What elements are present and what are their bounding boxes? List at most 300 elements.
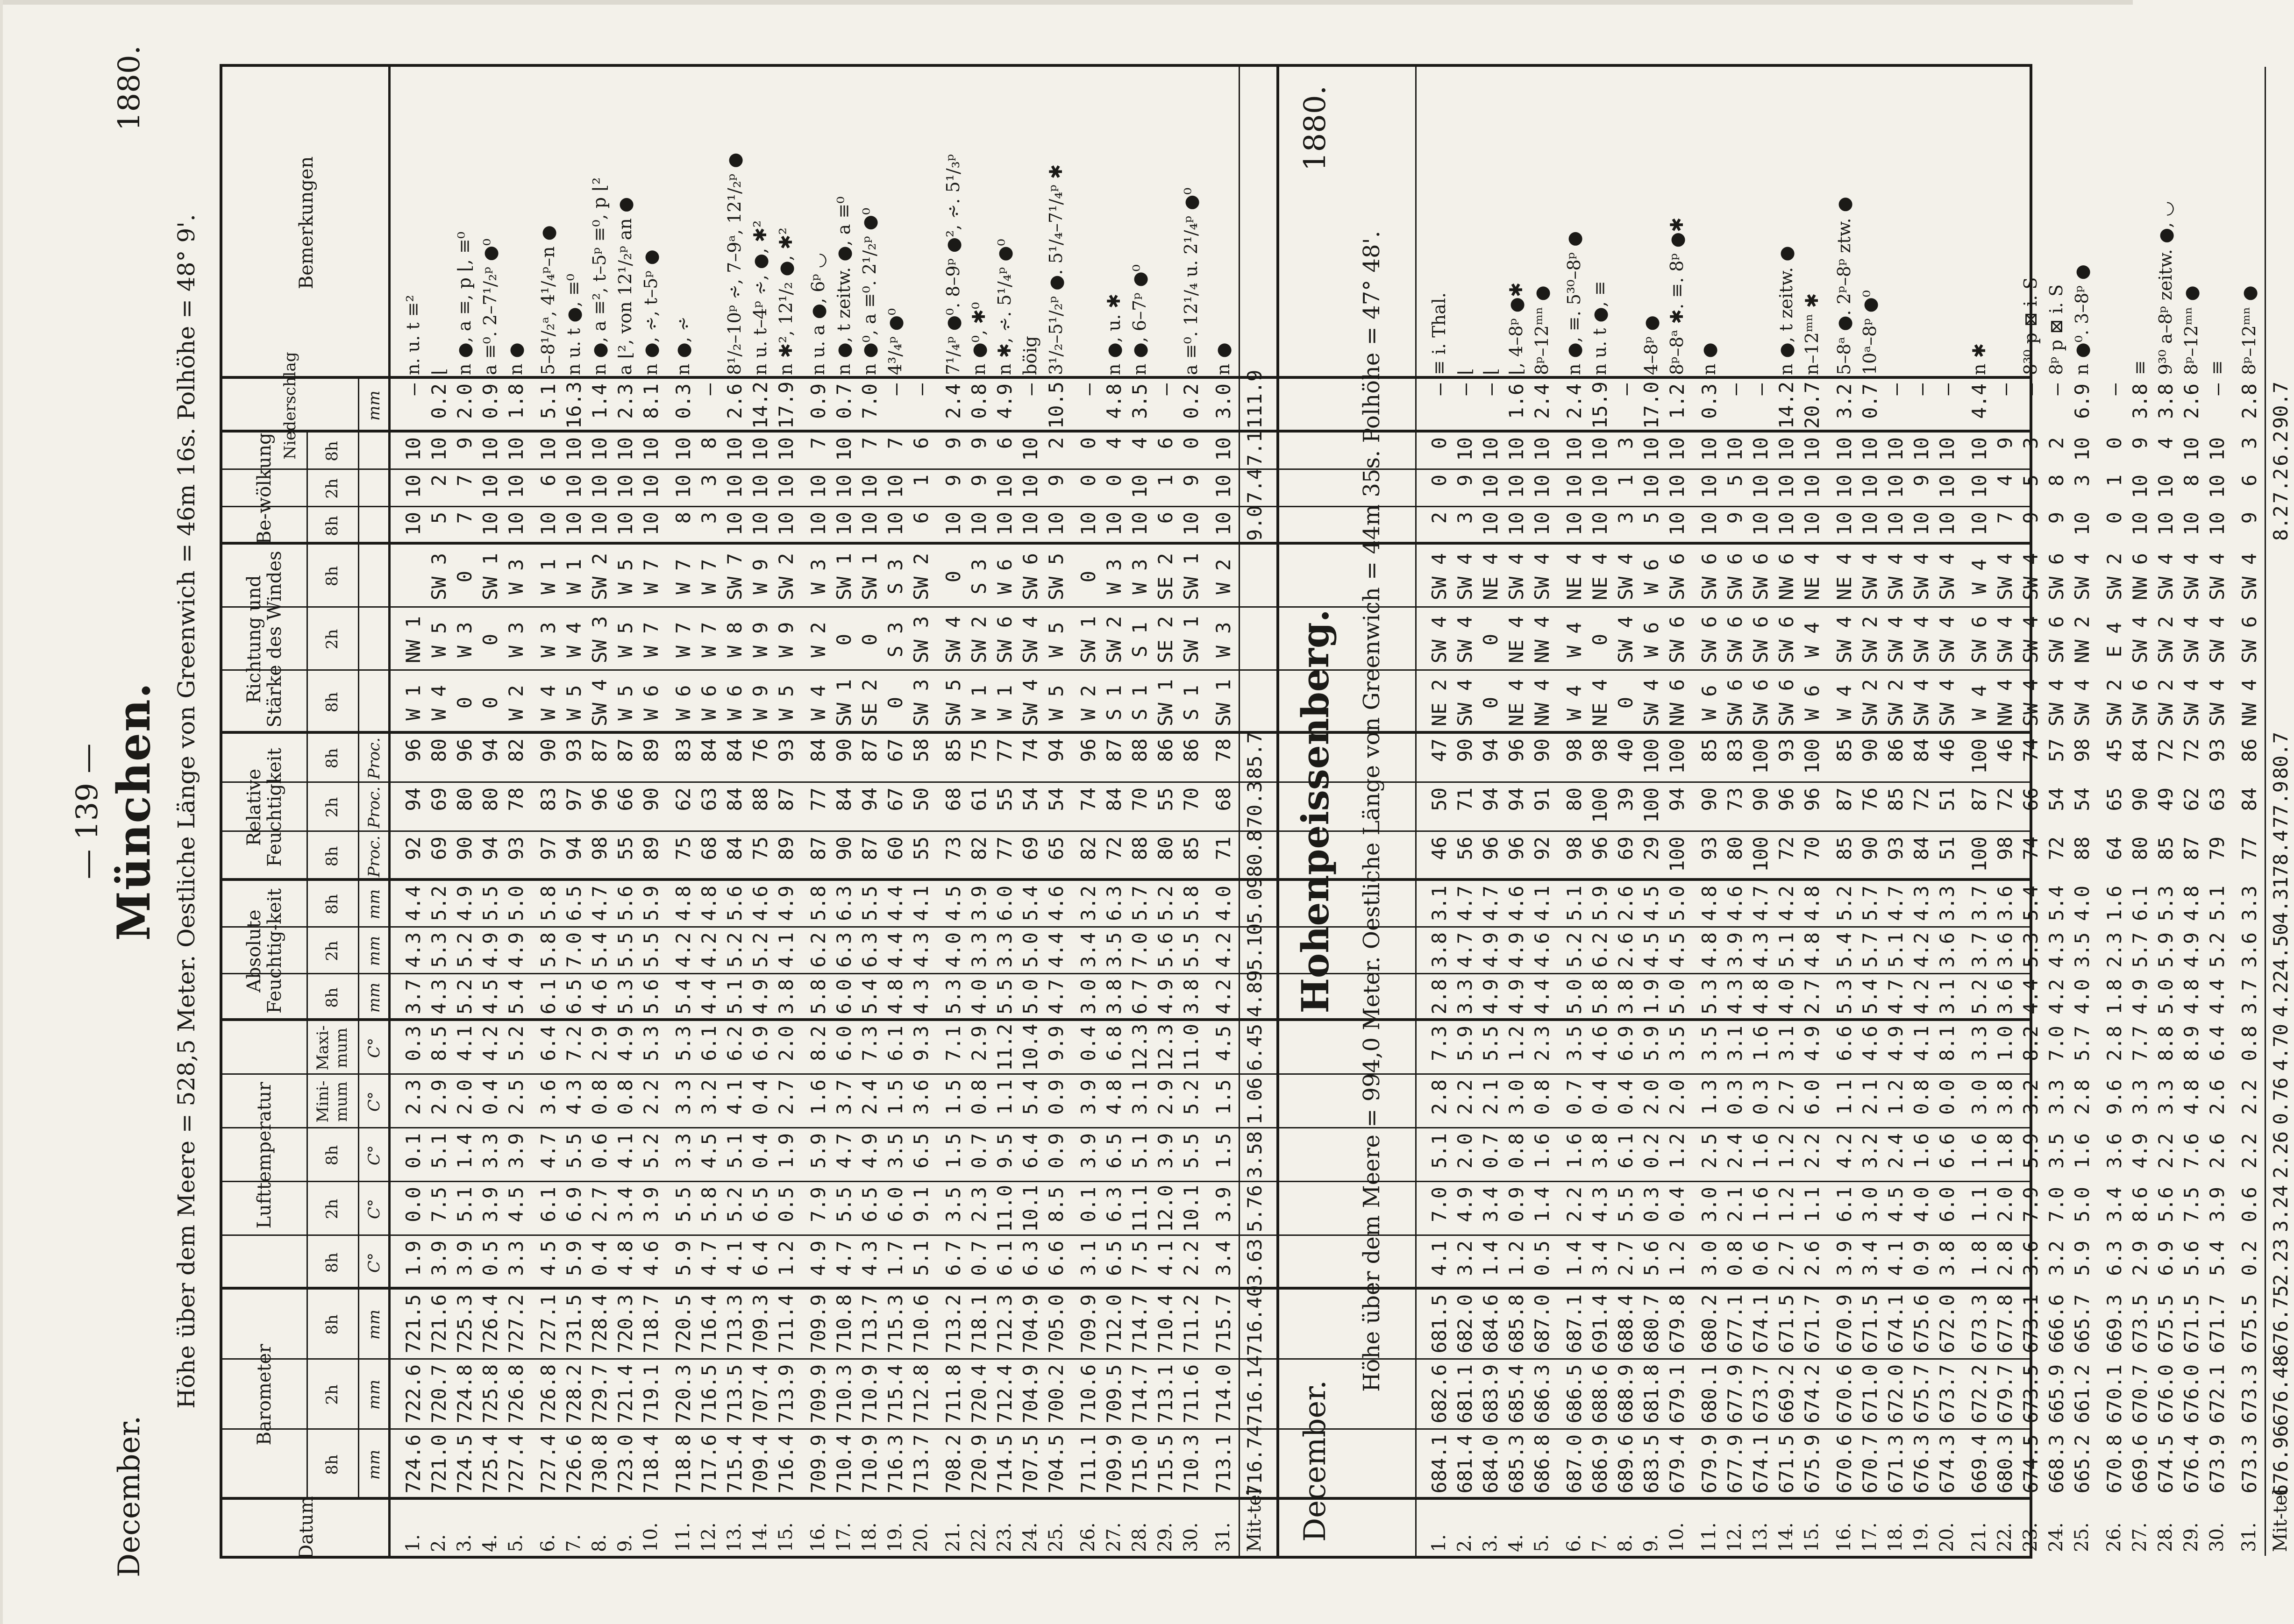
cell-n: 90.7 xyxy=(2269,381,2292,429)
cell-n: — xyxy=(1428,383,1451,396)
cell-r2: 100 xyxy=(1749,738,1772,774)
cell-n: 3.8 xyxy=(2129,383,2152,419)
cell-c0: 5 xyxy=(1640,512,1663,524)
cell-r1: 84 xyxy=(833,787,855,811)
cell-r0: 75 xyxy=(672,837,695,860)
cell-t4: 2.9 xyxy=(588,1026,611,1061)
table-row xyxy=(908,67,934,1556)
column-rule xyxy=(222,1234,2030,1236)
cell-r2: 96 xyxy=(1077,738,1100,762)
cell-w2: NE 4 xyxy=(1833,553,1856,601)
cell-a0: 5.5 xyxy=(993,979,1016,1014)
cell-w1: 0 xyxy=(833,633,855,646)
cell-t4: 9.9 xyxy=(1045,1026,1068,1061)
header-barometer: Barometer xyxy=(254,1344,275,1446)
cell-t1: 3.9 xyxy=(2206,1187,2229,1222)
cell-b2: 728.4 xyxy=(588,1294,611,1354)
cell-w0: NW 6 xyxy=(1666,679,1688,727)
cell-t3: 2.0 xyxy=(1666,1079,1688,1115)
cell-t4: 7.1 xyxy=(942,1026,965,1061)
cell-a0: 3.8 xyxy=(1614,979,1637,1014)
cell-t4: 4.9 xyxy=(1801,1026,1824,1061)
cell-r1: 63 xyxy=(2206,787,2229,811)
cell-t1: 3.4 xyxy=(2103,1187,2126,1222)
cell-w1: S 1 xyxy=(1128,622,1151,658)
cell-t0: 3.63 xyxy=(1243,1238,1266,1286)
cell-r1: 66 xyxy=(614,787,637,811)
cell-w1: W 7 xyxy=(698,622,720,658)
cell-c2: 10 xyxy=(1749,437,1772,461)
cell-w0: W 4 xyxy=(807,685,830,721)
cell-r0: 98 xyxy=(1563,837,1586,860)
cell-w1: SW 2 xyxy=(968,616,990,664)
cell-rem: n ●, ⩫ xyxy=(673,316,693,375)
table-row xyxy=(1178,67,1204,1556)
cell-day: 7. xyxy=(1589,1534,1610,1552)
cell-day: 12. xyxy=(698,1522,720,1552)
cell-t3: 0.3 xyxy=(1724,1079,1746,1115)
column-rule xyxy=(222,542,2030,545)
page-number: — 139 — xyxy=(70,743,105,879)
cell-b0: 716.4 xyxy=(775,1434,798,1494)
cell-a1: 4.8 xyxy=(1801,932,1824,968)
cell-t3: 1.06 xyxy=(1243,1077,1266,1125)
cell-t3: 0.8 xyxy=(968,1079,990,1115)
cell-w1: W 2 xyxy=(807,622,830,658)
cell-b1: 686.5 xyxy=(1563,1364,1586,1424)
cell-a1: 5.1 xyxy=(1884,932,1907,968)
cell-rem: 7¹/₄ᵖ ●⁰. 8–9ᵖ ●², ⩫. 5¹/₃ᵖ xyxy=(943,154,963,375)
cell-t0: 5.9 xyxy=(672,1241,695,1276)
cell-r0: 93 xyxy=(505,837,527,860)
cell-t0: 4.1 xyxy=(1884,1241,1907,1276)
cell-a2: 4.5 xyxy=(942,886,965,921)
cell-r0: 100 xyxy=(1749,837,1772,872)
cell-c2: 10 xyxy=(1479,437,1502,461)
cell-t4: 8.2 xyxy=(807,1026,830,1061)
column-rule xyxy=(222,1018,2030,1021)
cell-t1: 5.5 xyxy=(672,1187,695,1222)
cell-a1: 6.2 xyxy=(807,932,830,968)
cell-t3: 0.76 xyxy=(2269,1077,2292,1125)
cell-r2: 86 xyxy=(1154,738,1177,762)
table-row xyxy=(1426,67,1453,1556)
cell-t2: 1.2 xyxy=(1666,1133,1688,1169)
cell-b1: 676.0 xyxy=(2180,1364,2203,1424)
cell-r2: 90 xyxy=(537,738,560,762)
cell-t2: 5.9 xyxy=(807,1133,830,1169)
cell-b0: 677.9 xyxy=(1724,1434,1746,1494)
cell-a1: 4.9 xyxy=(2180,932,2203,968)
cell-a1: 5.4 xyxy=(1833,932,1856,968)
cell-c2: 2 xyxy=(2045,437,2068,449)
cell-w1: 0 xyxy=(858,633,881,646)
cell-w0: SW 2 xyxy=(2154,679,2177,727)
table-row xyxy=(805,67,832,1556)
cell-b2: 672.0 xyxy=(1936,1294,1959,1354)
cell-t3: 2.9 xyxy=(1154,1079,1177,1115)
cell-t2: 6.4 xyxy=(1019,1133,1042,1169)
cell-t1: 0.3 xyxy=(1640,1187,1663,1222)
cell-b1: 673.3 xyxy=(2238,1364,2261,1424)
cell-t3: 0.8 xyxy=(1910,1079,1933,1115)
cell-a0: 4.9 xyxy=(1505,979,1528,1014)
cell-a0: 5.3 xyxy=(614,979,637,1014)
header-lufttemperatur: Lufttemperatur xyxy=(254,1082,275,1229)
cell-b1: 710.9 xyxy=(858,1364,881,1424)
cell-t2: 1.2 xyxy=(1775,1133,1798,1169)
cell-a2: 4.4 xyxy=(402,886,425,921)
cell-a2: 4.8 xyxy=(1698,886,1721,921)
cell-b1: 679.1 xyxy=(1666,1364,1688,1424)
cell-c1: 10 xyxy=(2206,475,2229,498)
cell-n: — xyxy=(1453,383,1476,396)
cell-t4: 6.2 xyxy=(723,1026,746,1061)
cell-a1: 4.3 xyxy=(1749,932,1772,968)
cell-n: — xyxy=(1936,383,1959,396)
cell-c0: 10 xyxy=(807,512,830,536)
cell-r1: 87 xyxy=(1968,787,1991,811)
cell-r1: 80 xyxy=(1563,787,1586,811)
cell-a2: 6.1 xyxy=(2129,886,2152,921)
cell-c1: 10 xyxy=(749,475,772,498)
cell-c0: 6 xyxy=(1154,512,1177,524)
cell-c0: 10 xyxy=(1910,512,1933,536)
cell-b1: 670.6 xyxy=(1833,1364,1856,1424)
cell-b0: 715.5 xyxy=(1154,1434,1177,1494)
table-row xyxy=(991,67,1018,1556)
cell-c1: 10 xyxy=(1884,475,1907,498)
cell-t4: 3.3 xyxy=(1968,1026,1991,1061)
cell-b2: 671.5 xyxy=(1775,1294,1798,1354)
cell-r0: 80.8 xyxy=(1243,830,1266,877)
cell-t4: 4.9 xyxy=(1884,1026,1907,1061)
cell-t3: 1.3 xyxy=(1698,1079,1721,1115)
cell-c2: 7.1 xyxy=(1243,431,1266,466)
cell-c0: 10 xyxy=(1180,512,1203,536)
cell-b1: 681.1 xyxy=(1453,1364,1476,1424)
cell-w1: SW 3 xyxy=(588,616,611,664)
cell-a2: 5.1 xyxy=(2206,886,2229,921)
table-row xyxy=(1152,67,1179,1556)
cell-a2: 4.3 xyxy=(1910,886,1933,921)
cell-c2: 10 xyxy=(1019,437,1042,461)
cell-b0: 679.9 xyxy=(1698,1434,1721,1494)
cell-r1: 70.3 xyxy=(1243,780,1266,828)
cell-t2: 0.7 xyxy=(1479,1133,1502,1169)
cell-t2: 6.1 xyxy=(1614,1133,1637,1169)
cell-w0: SW 1 xyxy=(1154,679,1177,727)
header-wind-sub: 2h xyxy=(323,629,342,650)
cell-w1: NW 4 xyxy=(1531,616,1553,664)
cell-b2: 665.7 xyxy=(2071,1294,2094,1354)
cell-a0: 4.3 xyxy=(427,979,450,1014)
cell-t3: 2.0 xyxy=(453,1079,476,1115)
cell-t1: 4.5 xyxy=(1884,1187,1907,1222)
cell-a2: 6.0 xyxy=(993,886,1016,921)
cell-t1: 3.9 xyxy=(479,1187,502,1222)
table-row xyxy=(1992,67,2018,1556)
cell-r0: 87 xyxy=(807,837,830,860)
cell-t1: 6.0 xyxy=(1936,1187,1959,1222)
cell-t3: 1.5 xyxy=(942,1079,965,1115)
cell-r2: 90 xyxy=(1531,738,1553,762)
cell-a0: 5.4 xyxy=(672,979,695,1014)
column-rule xyxy=(222,1497,2030,1500)
cell-t1: 2.0 xyxy=(1994,1187,2016,1222)
table-row xyxy=(1126,67,1153,1556)
cell-t2: 3.3 xyxy=(479,1133,502,1169)
table-row xyxy=(477,67,504,1556)
cell-a2: 5.4 xyxy=(1019,886,1042,921)
cell-t3: 2.8 xyxy=(1428,1079,1451,1115)
cell-c2: 0 xyxy=(2103,437,2126,449)
cell-w2: W 6 xyxy=(993,559,1016,595)
cell-c0: 10 xyxy=(2154,512,2177,536)
cell-r2: 98 xyxy=(1563,738,1586,762)
cell-t0: 5.1 xyxy=(910,1241,933,1276)
cell-b1: 665.9 xyxy=(2045,1364,2068,1424)
cell-w2: W 3 xyxy=(505,559,527,595)
cell-c2: 10 xyxy=(1666,437,1688,461)
cell-rem: ⌊ xyxy=(1454,368,1475,375)
cell-n: 1.8 xyxy=(505,383,527,419)
cell-t0: 4.7 xyxy=(833,1241,855,1276)
cell-rem: 8ᵖ–12ᵐⁿ ● xyxy=(2239,285,2259,375)
cell-b2: 680.2 xyxy=(1698,1294,1721,1354)
cell-a2: 4.6 xyxy=(1505,886,1528,921)
cell-t1: 4.5 xyxy=(505,1187,527,1222)
cell-t3: 1.1 xyxy=(1833,1079,1856,1115)
cell-t3: 2.6 xyxy=(2206,1079,2229,1115)
cell-rem: 8ᵖ p ⊠ i. S xyxy=(2046,284,2066,375)
cell-b1: 674.2 xyxy=(1801,1364,1824,1424)
cell-n: 2.6 xyxy=(2180,383,2203,419)
cell-t1: 8.6 xyxy=(2129,1187,2152,1222)
cell-c0: 10 xyxy=(1505,512,1528,536)
cell-c0: 10 xyxy=(1801,512,1824,536)
cell-b2: 726.4 xyxy=(479,1294,502,1354)
cell-b2: 712.0 xyxy=(1103,1294,1126,1354)
cell-c0: 10 xyxy=(775,512,798,536)
cell-day: 21. xyxy=(1968,1522,1990,1552)
cell-r2: 82 xyxy=(505,738,527,762)
cell-t3: 3.3 xyxy=(672,1079,695,1115)
cell-n: — xyxy=(1884,383,1907,396)
cell-b1: 712.4 xyxy=(993,1364,1016,1424)
cell-c1: 7.4 xyxy=(1243,468,1266,504)
cell-t4: 4.6 xyxy=(1859,1026,1881,1061)
header-relative-feuchtigkeit: Relative Feuchtigkeit xyxy=(243,748,285,867)
cell-b1: 719.1 xyxy=(640,1364,663,1424)
cell-rem: n ●, t zeitw. ●, a ≡⁰ xyxy=(834,196,854,375)
cell-t1: 6.0 xyxy=(884,1187,907,1222)
header-absolute-feuchtigkeit-unit: mm xyxy=(365,936,384,966)
cell-r2: 96 xyxy=(402,738,425,762)
cell-b1: 672.0 xyxy=(1884,1364,1907,1424)
cell-b0: 687.0 xyxy=(1563,1434,1586,1494)
cell-day: 19. xyxy=(1910,1522,1932,1552)
cell-t4: 4.6 xyxy=(1589,1026,1611,1061)
cell-t4: 5.3 xyxy=(672,1026,695,1061)
cell-r2: 89 xyxy=(640,738,663,762)
cell-t4: 4.70 xyxy=(2269,1023,2292,1071)
cell-t2: 4.9 xyxy=(858,1133,881,1169)
cell-rem: n ✱², 12¹/₂ ●, ✱² xyxy=(776,227,796,375)
cell-c2: 10 xyxy=(640,437,663,461)
cell-w1: W 8 xyxy=(723,622,746,658)
cell-a2: 4.2 xyxy=(1775,886,1798,921)
cell-w2: SW 6 xyxy=(2045,553,2068,601)
cell-c0: 10 xyxy=(749,512,772,536)
cell-c2: 10 xyxy=(537,437,560,461)
cell-b0: 710.9 xyxy=(858,1434,881,1494)
cell-day: 1. xyxy=(402,1534,424,1552)
cell-t0: 3.3 xyxy=(505,1241,527,1276)
cell-b2: 721.6 xyxy=(427,1294,450,1354)
cell-r1: 54 xyxy=(1045,787,1068,811)
header-lufttemperatur-sub: 8h xyxy=(323,1252,342,1273)
cell-n: 0.3 xyxy=(1698,383,1721,419)
cell-t2: 3.8 xyxy=(1589,1133,1611,1169)
cell-day: 2. xyxy=(428,1534,449,1552)
cell-c1: 10 xyxy=(614,475,637,498)
cell-a1: 3.6 xyxy=(1936,932,1959,968)
cell-r1: 90 xyxy=(640,787,663,811)
cell-r1: 66 xyxy=(2019,787,2042,811)
cell-w1: W 9 xyxy=(775,622,798,658)
cell-b1: 676.0 xyxy=(2154,1364,2177,1424)
cell-t1: 1.1 xyxy=(1968,1187,1991,1222)
cell-c0: 10 xyxy=(942,512,965,536)
cell-t3: 1.6 xyxy=(807,1079,830,1115)
cell-t4: 6.8 xyxy=(1103,1026,1126,1061)
cell-day: 26. xyxy=(2103,1522,2125,1552)
cell-c1: 9 xyxy=(1180,475,1203,487)
cell-a1: 5.0 xyxy=(1019,932,1042,968)
cell-b2: 673.5 xyxy=(2129,1294,2152,1354)
cell-w2: SW 4 xyxy=(2071,553,2094,601)
cell-t2: 0.6 xyxy=(588,1133,611,1169)
cell-c2: 10 xyxy=(479,437,502,461)
cell-r0: 88 xyxy=(1128,837,1151,860)
table-row xyxy=(1043,67,1069,1556)
cell-w0: 0 xyxy=(479,696,502,709)
cell-t3: 2.1 xyxy=(1479,1079,1502,1115)
cell-t2: 1.9 xyxy=(775,1133,798,1169)
cell-w2: SW 4 xyxy=(1859,553,1881,601)
cell-a1: 4.9 xyxy=(1505,932,1528,968)
cell-b1: 676.48 xyxy=(2269,1355,2292,1426)
table-header xyxy=(222,67,391,1560)
cell-t4: 6.1 xyxy=(884,1026,907,1061)
cell-b2: 675.5 xyxy=(2238,1294,2261,1354)
cell-t1: 1.1 xyxy=(1801,1187,1824,1222)
cell-a1: 3.8 xyxy=(1428,932,1451,968)
cell-t0: 3.8 xyxy=(1936,1241,1959,1276)
cell-day: 4. xyxy=(479,1534,501,1552)
header-lufttemperatur-unit: C° xyxy=(365,1253,384,1273)
cell-r1: 90 xyxy=(2129,787,2152,811)
cell-t1: 8.5 xyxy=(1045,1187,1068,1222)
cell-c2: 7 xyxy=(807,437,830,449)
cell-r2: 98 xyxy=(1589,738,1611,762)
cell-w0: W 6 xyxy=(723,685,746,721)
cell-t3: 0.8 xyxy=(614,1079,637,1115)
cell-r2: 84 xyxy=(698,738,720,762)
cell-r1: 84 xyxy=(1103,787,1126,811)
cell-w0: SW 2 xyxy=(1859,679,1881,727)
cell-t2: 2.2 xyxy=(1801,1133,1824,1169)
cell-b1: 720.4 xyxy=(968,1364,990,1424)
cell-c2: 9 xyxy=(968,437,990,449)
cell-day: 10. xyxy=(640,1522,662,1552)
cell-a1: 3.3 xyxy=(993,932,1016,968)
cell-t2: 2.4 xyxy=(1884,1133,1907,1169)
cell-c1: 10 xyxy=(1936,475,1959,498)
cell-t4: 4.2 xyxy=(479,1026,502,1061)
cell-a0: 4.7 xyxy=(1045,979,1068,1014)
cell-n: 0.7 xyxy=(1859,383,1881,419)
cell-t3: 0.4 xyxy=(1589,1079,1611,1115)
cell-c2: 7 xyxy=(858,437,881,449)
cell-a1: 5.2 xyxy=(723,932,746,968)
cell-day: 27. xyxy=(2129,1522,2151,1552)
cell-w0: SW 4 xyxy=(1453,679,1476,727)
cell-w1: SW 6 xyxy=(993,616,1016,664)
cell-r0: 84 xyxy=(1910,837,1933,860)
cell-rem: a ⌊², von 12¹/₂ᵖ an ● xyxy=(615,197,635,375)
cell-t3: 2.7 xyxy=(1775,1079,1798,1115)
cell-t3: 5.2 xyxy=(1180,1079,1203,1115)
cell-r2: 74 xyxy=(2019,738,2042,762)
cell-b1: 670.1 xyxy=(2103,1364,2126,1424)
cell-t1: 6.5 xyxy=(749,1187,772,1222)
cell-t0: 4.1 xyxy=(1428,1241,1451,1276)
cell-a0: 3.8 xyxy=(1103,979,1126,1014)
cell-w0: SW 4 xyxy=(2045,679,2068,727)
column-rule xyxy=(222,1358,2030,1360)
cell-b0: 670.7 xyxy=(1859,1434,1881,1494)
table-row xyxy=(773,67,799,1556)
cell-r2: 87 xyxy=(588,738,611,762)
cell-t4: 11.2 xyxy=(993,1023,1016,1071)
cell-w0: 0 xyxy=(453,696,476,709)
cell-t2: 0.9 xyxy=(1045,1133,1068,1169)
cell-t1: 6.3 xyxy=(1103,1187,1126,1222)
cell-r0: 85 xyxy=(2154,837,2177,860)
table-row xyxy=(831,67,857,1556)
column-rule xyxy=(222,1428,2030,1430)
cell-t1: 12.0 xyxy=(1154,1184,1177,1232)
cell-c1: 1 xyxy=(2103,475,2126,487)
cell-rem: n ●⁰, a ≡⁰. 2¹/₂ᵖ ●⁰ xyxy=(859,207,880,375)
cell-n: 17.0 xyxy=(1640,381,1663,429)
header-relative-feuchtigkeit-sub: 8h xyxy=(323,748,342,769)
cell-b1: 724.8 xyxy=(453,1364,476,1424)
cell-a0: 4.4 xyxy=(1531,979,1553,1014)
cell-n: — xyxy=(2019,383,2042,396)
cell-t1: 7.5 xyxy=(2180,1187,2203,1222)
cell-t3: 1.5 xyxy=(1212,1079,1235,1115)
table-row xyxy=(882,67,909,1556)
cell-day: 27. xyxy=(1103,1522,1125,1552)
cell-t0: 1.4 xyxy=(1479,1241,1502,1276)
cell-r1: 100 xyxy=(1640,787,1663,823)
cell-a2: 5.6 xyxy=(614,886,637,921)
cell-b0: 715.4 xyxy=(723,1434,746,1494)
cell-w0: W 4 xyxy=(1563,685,1586,721)
